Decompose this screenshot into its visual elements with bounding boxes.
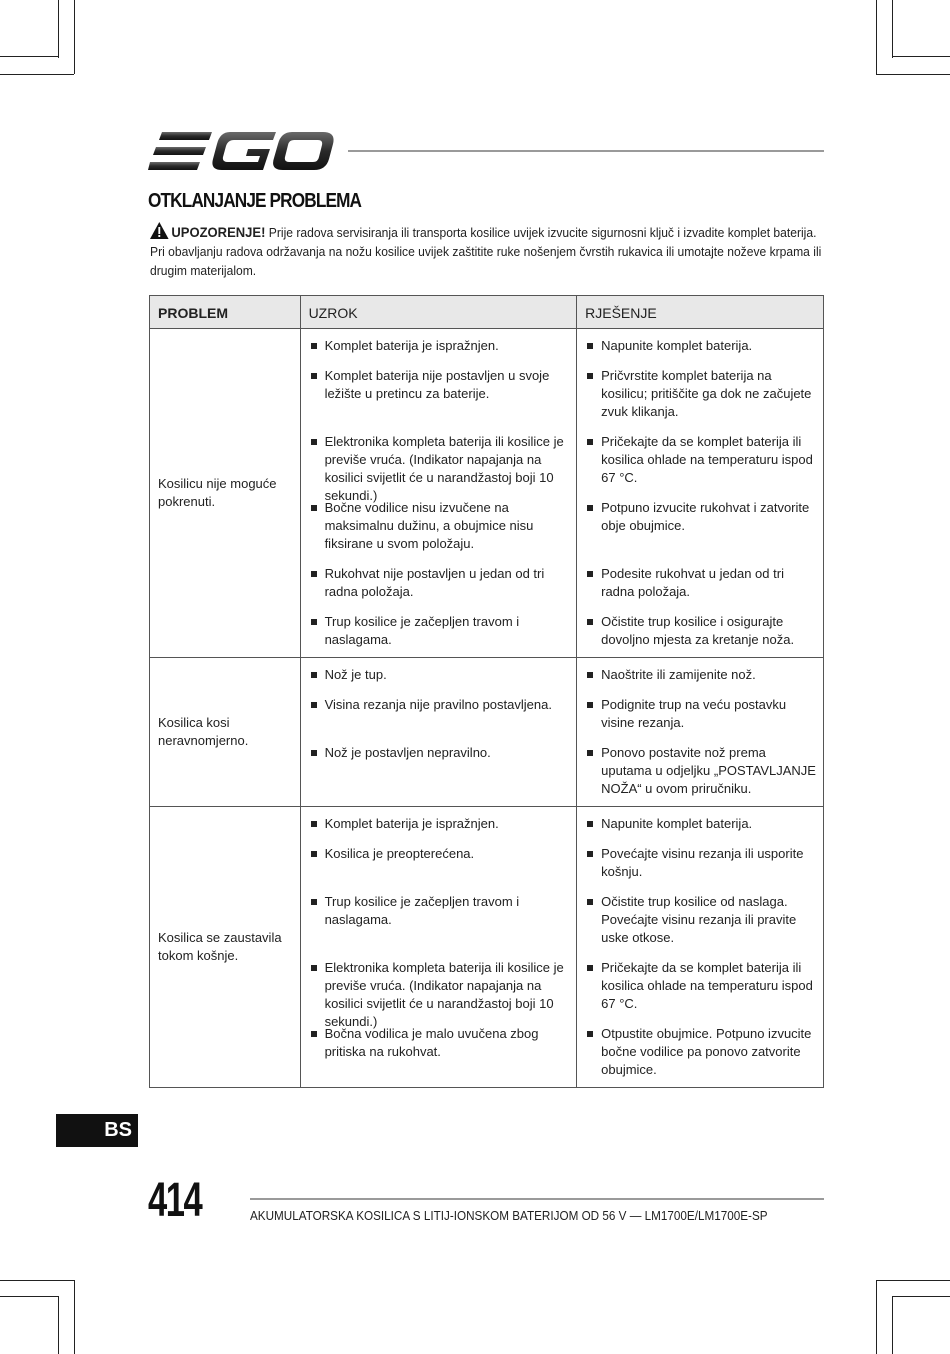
crop-mark <box>876 74 950 75</box>
crop-mark <box>74 0 75 74</box>
footer-document-title: AKUMULATORSKA KOSILICA S LITIJ-IONSKOM BATERIJOM OD 56 V — LM1700E/LM1700E-SP <box>250 1208 768 1223</box>
cause-item: Bočne vodilice nisu izvučene na maksimalnu dužinu, a obujmice nisu fiksirane u svom položaju. <box>309 499 571 553</box>
problem-cell: Kosilicu nije moguće pokrenuti. <box>150 329 301 658</box>
ego-logo <box>148 128 334 174</box>
crop-mark <box>0 74 74 75</box>
solution-item: Naoštrite ili zamijenite nož. <box>585 666 817 684</box>
solution-item: Napunite komplet baterija. <box>585 815 817 833</box>
problem-cell: Kosilica se zaustavila tokom košnje. <box>150 807 301 1088</box>
solution-item: Očistite trup kosilice i osigurajte dovoljno mjesta za kretanje noža. <box>585 613 817 649</box>
table-row <box>150 329 824 658</box>
table-header-row <box>150 296 824 329</box>
footer-rule <box>250 1198 824 1200</box>
crop-mark <box>892 0 893 58</box>
cause-cell <box>300 807 577 1088</box>
crop-mark <box>58 1296 59 1354</box>
solution-item: Povećajte visinu rezanja ili usporite košnju. <box>585 845 817 881</box>
header-problem: PROBLEM <box>150 296 301 329</box>
cause-item: Nož je tup. <box>309 666 571 684</box>
language-tab: BS <box>56 1114 138 1147</box>
cause-item: Rukohvat nije postavljen u jedan od tri radna položaja. <box>309 565 571 601</box>
solution-item: Napunite komplet baterija. <box>585 337 817 355</box>
solution-item: Pričekajte da se komplet baterija ili kosilica ohlade na temperaturu ispod 67 °C. <box>585 959 817 1013</box>
cause-item: Komplet baterija nije postavljen u svoje ležište u pretincu za baterije. <box>309 367 571 421</box>
section-title: OTKLANJANJE PROBLEMA <box>148 190 362 212</box>
crop-mark <box>892 1296 893 1354</box>
crop-mark <box>892 56 950 57</box>
crop-mark <box>876 1280 877 1354</box>
warning-triangle-icon <box>150 222 169 239</box>
header-cause: UZROK <box>300 296 577 329</box>
warning-text: Prije radova servisiranja ili transporta kosilice uvijek izvucite sigurnosni ključ i izvadite komplet baterija. Pri obavljanju radova održavanja na nožu kosilice uvijek zaštitite ruke nošenjem čvrstih rukavica ili umotajte noževe krpama ili drugim materijalom. <box>150 225 822 278</box>
cause-item: Trup kosilice je začepljen travom i naslagama. <box>309 893 571 947</box>
solution-item: Potpuno izvucite rukohvat i zatvorite obje obujmice. <box>585 499 817 553</box>
solution-cell <box>577 658 824 807</box>
cause-cell <box>300 329 577 658</box>
crop-mark <box>876 1280 950 1281</box>
solution-item: Pričvrstite komplet baterija na kosilicu; pritiščite ga dok ne začujete zvuk klikanja. <box>585 367 817 421</box>
cause-item: Bočna vodilica je malo uvučena zbog pritiska na rukohvat. <box>309 1025 571 1079</box>
solution-item: Pričekajte da se komplet baterija ili kosilica ohlade na temperaturu ispod 67 °C. <box>585 433 817 487</box>
cause-item: Nož je postavljen nepravilno. <box>309 744 571 798</box>
table-row <box>150 807 824 1088</box>
crop-mark <box>74 1280 75 1354</box>
cause-item: Trup kosilice je začepljen travom i naslagama. <box>309 613 571 649</box>
crop-mark <box>876 0 877 74</box>
crop-mark <box>892 1296 950 1297</box>
table-row <box>150 658 824 807</box>
cause-item: Elektronika kompleta baterija ili kosilice je previše vruća. (Indikator napajanja na kosilici svijetlit će u narandžastoj boji 10 sekundi.) <box>309 433 571 487</box>
solution-cell <box>577 329 824 658</box>
warning-paragraph <box>150 222 824 280</box>
cause-item: Kosilica je preopterećena. <box>309 845 571 881</box>
cause-item: Komplet baterija je ispražnjen. <box>309 337 571 355</box>
solution-cell <box>577 807 824 1088</box>
warning-label: UPOZORENJE! <box>171 224 266 240</box>
problem-cell: Kosilica kosi neravnomjerno. <box>150 658 301 807</box>
cause-cell <box>300 658 577 807</box>
solution-item: Ponovo postavite nož prema uputama u odjeljku „POSTAVLJANJE NOŽA“ u ovom priručniku. <box>585 744 817 798</box>
crop-mark <box>58 0 59 58</box>
solution-item: Podignite trup na veću postavku visine rezanja. <box>585 696 817 732</box>
crop-mark <box>0 1296 58 1297</box>
cause-item: Komplet baterija je ispražnjen. <box>309 815 571 833</box>
solution-item: Otpustite obujmice. Potpuno izvucite bočne vodilice pa ponovo zatvorite obujmice. <box>585 1025 817 1079</box>
header-rule <box>348 150 824 152</box>
header-solution: RJEŠENJE <box>577 296 824 329</box>
page-number: 414 <box>148 1174 202 1227</box>
crop-mark <box>0 56 58 57</box>
cause-item: Visina rezanja nije pravilno postavljena. <box>309 696 571 732</box>
cause-item: Elektronika kompleta baterija ili kosilice je previše vruća. (Indikator napajanja na kosilici svijetlit će u narandžastoj boji 10 sekundi.) <box>309 959 571 1013</box>
solution-item: Očistite trup kosilice od naslaga. Povećajte visinu rezanja ili pravite uske otkose. <box>585 893 817 947</box>
troubleshooting-table <box>149 295 824 1088</box>
crop-mark <box>0 1280 74 1281</box>
solution-item: Podesite rukohvat u jedan od tri radna položaja. <box>585 565 817 601</box>
